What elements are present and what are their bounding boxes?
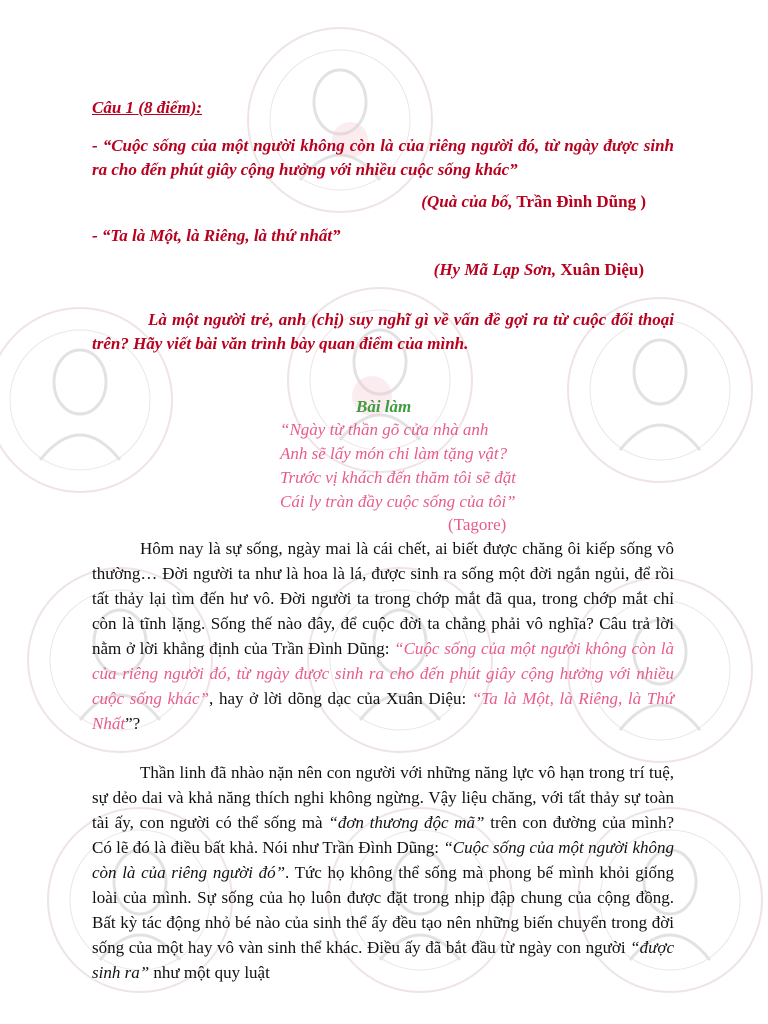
paragraph-text: ”? (125, 714, 141, 733)
poem-line: Trước vị khách đến thăm tôi sẽ đặt (280, 468, 517, 487)
poem-line: “Ngày từ thần gõ cửa nhà anh (280, 420, 489, 439)
paragraph-gap (92, 736, 674, 760)
answer-title: Bài làm (356, 397, 412, 416)
source-1-work: (Quà của bố, (421, 192, 513, 211)
paragraph-text: . Tức họ không thể sống mà phong bế mình khỏi giống loài của mình. Sự sống của họ luôn được đặt trong nhịp đập chung của cộng đồng. Bất kỳ tác động nhỏ bé nào của sinh thể ấy đều tạo nên những biến chuyển trong đời sống của một hay vô vàn sinh thể khác. Điều ấy đã bắt đầu từ ngày con người (92, 863, 674, 957)
poem-line: Cái ly tràn đầy cuộc sống của tôi” (280, 492, 516, 511)
paragraph-text: trên con đường của mình? Có lẽ đó là điều bất khả. Nói như Trần Đình Dũng: (92, 813, 674, 857)
inline-quote: “Cuộc sống của một người không còn là của riêng người đó” (92, 838, 674, 882)
document-content (92, 96, 674, 985)
source-1-author: Trần Đình Dũng ) (516, 192, 646, 211)
inline-quote: “Ta là Một, là Riêng, là Thứ Nhất (92, 689, 674, 733)
tagore-poem (280, 418, 674, 514)
quote-xuan-dieu: - “Ta là Một, là Riêng, là thứ nhất” (92, 226, 341, 245)
paragraph-text: Thần linh đã nhào nặn nên con người với những năng lực vô hạn trong trí tuệ, sự dẻo dai và khả năng thích nghi không ngừng. Vậy liệu chăng, với tất thảy sự toàn tài ấy, con người có thể sống mà (92, 763, 674, 832)
essay-paragraph-1 (92, 536, 674, 736)
inline-quote: “được sinh ra” (92, 938, 674, 982)
question-heading: Câu 1 (8 điểm): (92, 98, 203, 117)
inline-quote: “đơn thương độc mã” (328, 813, 485, 832)
source-2-author: Xuân Diệu) (560, 260, 644, 279)
quote-source-2 (92, 258, 644, 282)
poem-line: Anh sẽ lấy món chi làm tặng vật? (280, 444, 508, 463)
paragraph-text: , hay ở lời dõng dạc của Xuân Diệu: (209, 689, 472, 708)
inline-quote: “Cuộc sống của một người không còn là của riêng người đó, từ ngày được sinh ra cho đến phút giây cộng hưởng với nhiều cuộc sống khác” (92, 639, 674, 708)
paragraph-text: Hôm nay là sự sống, ngày mai là cái chết, ai biết được chăng ôi kiếp sống vô thường… Đời người ta như là hoa là lá, được sinh ra sống một đời ngắn ngủi, để rồi tất thảy lại tìm đến hư vô. Đời người ta trong chớp mắt đã qua, trong chớp mắt chỉ còn là tĩnh lặng. Sống thế nào đây, để cuộc đời ta chẳng phải vô nghĩa? Câu trả lời nằm ở lời khẳng định của Trần Đình Dũng: (92, 539, 674, 658)
poem-author: (Tagore) (448, 515, 507, 534)
quote-tran-dinh-dung: - “Cuộc sống của một người không còn là của riêng người đó, từ ngày được sinh ra cho đến phút giây cộng hưởng với nhiều cuộc sống khác” (92, 136, 674, 179)
essay-paragraph-2 (92, 760, 674, 985)
source-2-work: (Hy Mã Lạp Sơn, (433, 260, 557, 279)
quote-source-1 (92, 190, 646, 214)
question-prompt: Là một người trẻ, anh (chị) suy nghĩ gì về vấn đề gợi ra từ cuộc đối thoại trên? Hãy viết bài văn trình bày quan điểm của mình. (92, 310, 674, 353)
paragraph-text: như một quy luật (149, 963, 270, 982)
